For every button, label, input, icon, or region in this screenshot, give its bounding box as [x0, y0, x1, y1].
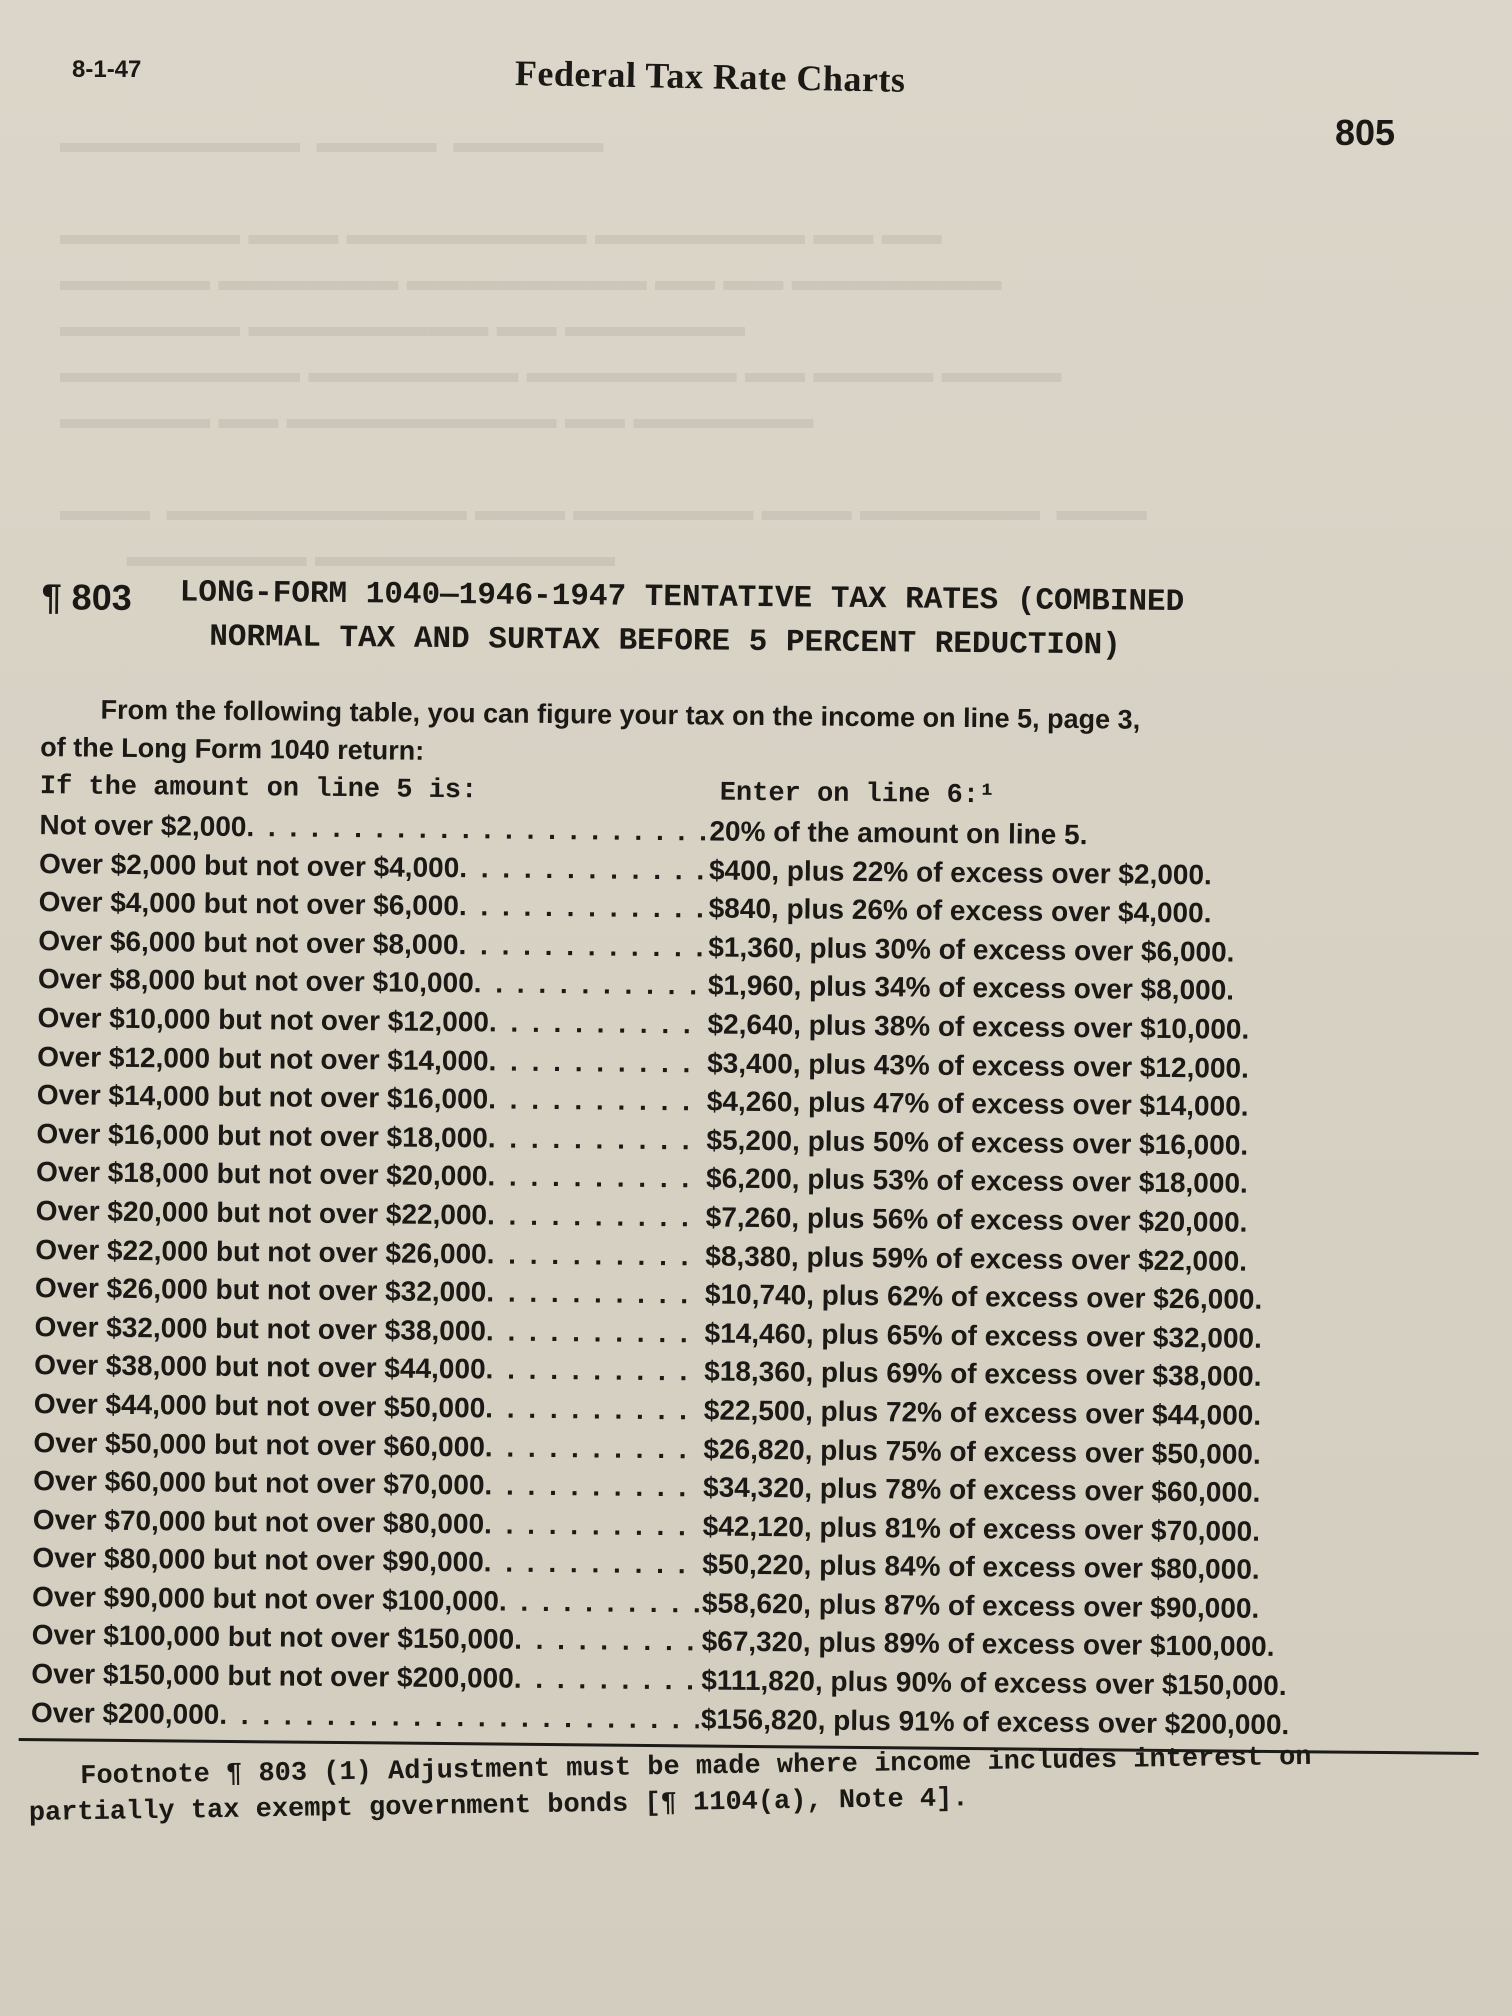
tax-formula: $3,400, plus 43% of excess over $12,000. — [707, 1047, 1250, 1084]
tax-formula: $5,200, plus 50% of excess over $16,000. — [706, 1124, 1249, 1161]
leader-dots — [488, 1042, 705, 1083]
tax-formula: $22,500, plus 72% of excess over $44,000. — [703, 1394, 1262, 1431]
tax-formula: $111,820, plus 90% of excess over $150,000. — [701, 1664, 1287, 1702]
income-cell — [24, 1192, 704, 1237]
income-bracket: Over $100,000 but not over $150,000 — [31, 1619, 515, 1656]
tax-formula: $67,320, plus 89% of excess over $100,000. — [701, 1625, 1275, 1663]
income-bracket: Over $80,000 but not over $90,000 — [32, 1542, 484, 1578]
leader-dots — [487, 1158, 704, 1199]
income-bracket: Over $26,000 but not over $32,000 — [34, 1272, 487, 1308]
income-bracket: Over $60,000 but not over $70,000 — [33, 1465, 485, 1501]
tax-formula: $840, plus 26% of excess over $4,000. — [708, 892, 1212, 929]
leader-dots — [219, 1696, 699, 1739]
leader-dots — [488, 1081, 705, 1122]
running-title: Federal Tax Rate Charts — [514, 53, 906, 100]
page-header — [0, 0, 1512, 153]
income-cell — [21, 1501, 701, 1546]
income-cell — [21, 1462, 701, 1507]
income-bracket: Over $70,000 but not over $80,000 — [32, 1503, 485, 1540]
leader-dots — [486, 1312, 703, 1353]
income-bracket: Over $8,000 but not over $10,000 — [37, 963, 474, 999]
income-bracket: Over $12,000 but not over $14,000 — [37, 1040, 489, 1076]
leader-dots — [488, 1119, 705, 1160]
bleed-through-text: ▬▬▬▬▬▬▬▬ ▬▬▬▬ ▬▬▬▬▬ ▬▬▬▬▬▬ ▬▬▬ ▬▬▬▬▬▬▬▬ ▬▬▬▬▬▬▬ ▬▬ ▬▬ ▬▬▬▬▬ ▬▬▬▬▬▬ ▬▬▬▬▬▬▬▬ ▬▬ ▬▬ ▬▬▬▬▬▬▬ ▬▬▬▬▬▬ ▬▬▬▬▬▬▬▬ ▬▬ ▬▬▬▬▬▬ ▬▬▬▬▬▬▬▬ ▬▬▬▬▬▬▬ ▬▬▬▬▬▬▬ ▬▬ ▬▬▬▬ ▬▬▬▬ ▬▬▬▬▬ ▬▬ ▬▬▬▬▬▬▬▬▬ ▬▬ ▬▬▬▬▬▬ ▬▬▬ ▬▬▬▬▬▬▬▬▬▬ ▬▬▬ ▬▬▬▬▬▬ ▬▬▬ ▬▬▬▬▬▬ ▬▬▬ ▬▬▬▬▬▬ ▬▬▬▬▬▬▬▬▬▬ — [60, 126, 1147, 573]
section-heading — [29, 560, 1500, 694]
income-bracket: Over $44,000 but not over $50,000 — [33, 1387, 486, 1424]
income-bracket: Over $16,000 but not over $18,000 — [36, 1117, 488, 1154]
leader-dots — [474, 965, 707, 1006]
tax-formula: $14,460, plus 65% of excess over $32,000. — [704, 1317, 1263, 1354]
tax-formula: $7,260, plus 56% of excess over $20,000. — [705, 1201, 1248, 1238]
heading-line-1: LONG-FORM 1040—1946-1947 TENTATIVE TAX RATES (COMBINED — [179, 575, 1185, 621]
income-cell — [25, 999, 705, 1044]
leader-dots — [499, 1582, 700, 1623]
income-bracket: Over $18,000 but not over $20,000 — [35, 1156, 488, 1192]
intro-line-2: of the Long Form 1040 return: — [40, 732, 425, 766]
income-bracket: Over $200,000 — [30, 1696, 220, 1730]
tax-formula: $1,960, plus 34% of excess over $8,000. — [707, 969, 1235, 1006]
leader-dots — [487, 1235, 704, 1276]
column-header-tax: Enter on line 6:¹ — [719, 778, 996, 812]
intro-line-1: From the following table, you can figure your tax on the income on line 5, page 3, — [100, 694, 1141, 735]
tax-formula: $50,220, plus 84% of excess over $80,000. — [702, 1548, 1260, 1586]
income-bracket: Over $38,000 but not over $44,000 — [34, 1349, 486, 1385]
leader-dots — [485, 1351, 702, 1392]
income-cell — [23, 1231, 703, 1276]
heading-line-2: NORMAL TAX AND SURTAX BEFORE 5 PERCENT REDUCTION) — [209, 619, 1121, 664]
income-cell — [20, 1539, 700, 1584]
intro-paragraph — [28, 690, 1499, 780]
tax-formula: $6,200, plus 53% of excess over $18,000. — [705, 1162, 1248, 1200]
income-cell — [26, 922, 706, 967]
income-bracket: Over $4,000 but not over $6,000 — [38, 886, 460, 922]
page-number: 805 — [1335, 112, 1396, 153]
tax-formula: $18,360, plus 69% of excess over $38,000. — [704, 1355, 1262, 1393]
income-bracket: Over $32,000 but not over $38,000 — [34, 1310, 487, 1347]
leader-dots — [459, 849, 707, 890]
income-cell — [25, 1076, 705, 1121]
footnote-line-1: Footnote ¶ 803 (1) Adjustment must be made where income includes interest on — [80, 1742, 1312, 1793]
leader-dots — [487, 1196, 704, 1237]
income-cell — [27, 845, 707, 890]
income-cell — [25, 1038, 705, 1083]
income-cell — [27, 883, 707, 928]
tax-formula: $1,360, plus 30% of excess over $6,000. — [708, 931, 1235, 968]
income-bracket: Over $6,000 but not over $8,000 — [38, 924, 459, 960]
tax-formula: $4,260, plus 47% of excess over $14,000. — [706, 1085, 1249, 1122]
income-cell — [20, 1578, 700, 1623]
income-bracket: Over $14,000 but not over $16,000 — [36, 1079, 489, 1115]
income-cell — [22, 1308, 702, 1353]
income-cell — [23, 1269, 703, 1314]
leader-dots — [514, 1660, 700, 1700]
income-cell — [22, 1385, 702, 1430]
leader-dots — [486, 1274, 703, 1315]
income-bracket: Over $150,000 but not over $200,000 — [31, 1658, 514, 1694]
tax-rate-table — [19, 806, 1498, 1746]
income-bracket: Over $90,000 but not over $100,000 — [31, 1580, 500, 1617]
tax-formula: $400, plus 22% of excess over $2,000. — [708, 854, 1212, 890]
tax-formula: $58,620, plus 87% of excess over $90,000. — [701, 1587, 1260, 1624]
tax-formula: $156,820, plus 91% of excess over $200,000. — [700, 1703, 1290, 1740]
tax-formula: $8,380, plus 59% of excess over $22,000. — [705, 1240, 1248, 1277]
income-cell — [22, 1346, 702, 1391]
tax-formula: 20% of the amount on line 5. — [709, 815, 1088, 851]
leader-dots — [489, 1003, 706, 1044]
income-cell — [19, 1616, 699, 1661]
leader-dots — [484, 1505, 701, 1546]
tax-rate-section — [19, 560, 1500, 1755]
income-cell — [19, 1655, 699, 1700]
leader-dots — [246, 808, 707, 851]
income-bracket: Over $22,000 but not over $26,000 — [35, 1233, 487, 1269]
tax-formula: $26,820, plus 75% of excess over $50,000. — [703, 1433, 1261, 1470]
leader-dots — [485, 1428, 702, 1469]
tax-formula: $42,120, plus 81% of excess over $70,000. — [702, 1510, 1261, 1547]
footnote-line-2: partially tax exempt government bonds [¶ 1104(a), Note 4]. — [28, 1784, 969, 1829]
income-bracket: Over $10,000 but not over $12,000 — [37, 1002, 490, 1038]
income-bracket: Over $50,000 but not over $60,000 — [33, 1426, 486, 1462]
leader-dots — [484, 1467, 701, 1508]
section-symbol: ¶ 803 — [41, 576, 132, 618]
tax-formula: $2,640, plus 38% of excess over $10,000. — [707, 1008, 1250, 1045]
income-cell — [27, 806, 707, 851]
tax-formula: $34,320, plus 78% of excess over $60,000. — [702, 1471, 1261, 1508]
leader-dots — [485, 1389, 702, 1430]
income-cell — [19, 1694, 699, 1739]
leader-dots — [458, 926, 706, 967]
footnote — [28, 1737, 1499, 1832]
income-bracket: Not over $2,000 — [39, 809, 247, 843]
income-cell — [21, 1423, 701, 1468]
income-cell — [26, 960, 706, 1005]
leader-dots — [484, 1544, 701, 1585]
income-cell — [24, 1115, 704, 1160]
tax-formula: $10,740, plus 62% of excess over $26,000. — [704, 1278, 1263, 1315]
leader-dots — [459, 887, 707, 928]
page-date: 8-1-47 — [72, 56, 142, 83]
income-bracket: Over $20,000 but not over $22,000 — [35, 1195, 488, 1231]
column-header-income: If the amount on line 5 is: — [39, 772, 478, 807]
income-bracket: Over $2,000 but not over $4,000 — [38, 847, 460, 883]
leader-dots — [514, 1621, 700, 1661]
income-cell — [24, 1153, 704, 1198]
